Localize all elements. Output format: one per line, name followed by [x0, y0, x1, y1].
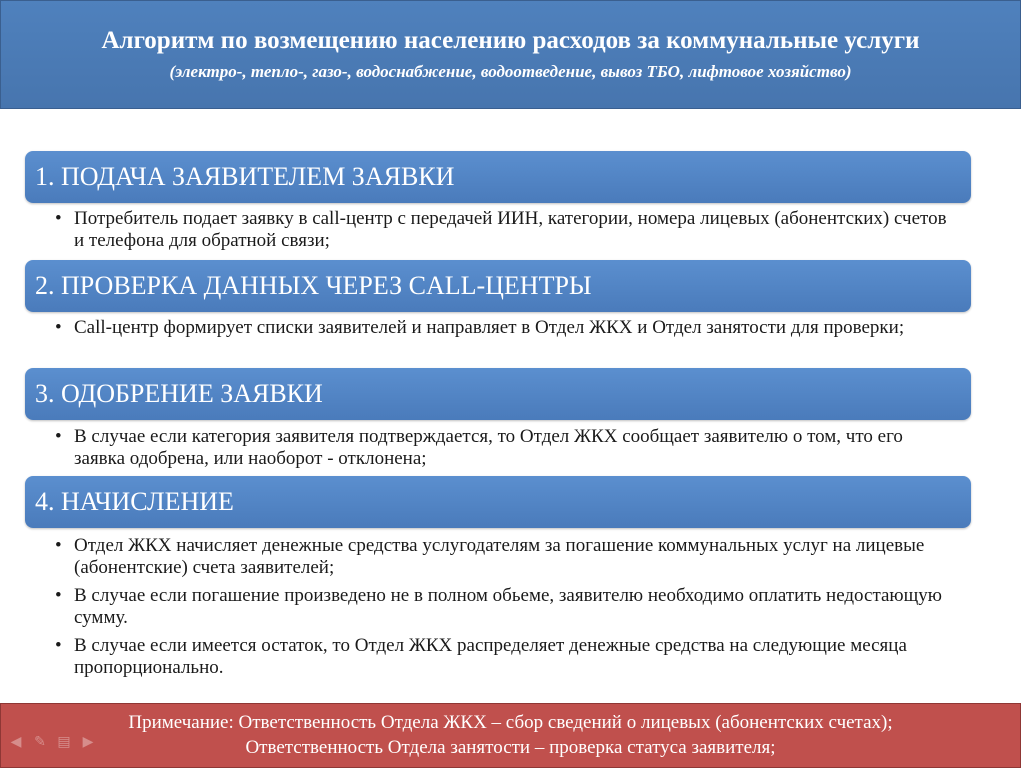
step-3-bullets: [52, 426, 952, 476]
step-2-bullet-1: • Call-центр формирует списки заявителей и направляет в Отдел ЖКХ и Отдел занятости для проверки;: [52, 317, 952, 339]
step-2-heading: 2. ПРОВЕРКА ДАННЫХ ЧЕРЕЗ CALL-ЦЕНТРЫ: [25, 260, 971, 312]
arrow-right-icon[interactable]: ▶: [82, 734, 94, 750]
arrow-left-icon[interactable]: ◀: [10, 734, 22, 750]
step-3-heading: 3. ОДОБРЕНИЕ ЗАЯВКИ: [25, 368, 971, 420]
step-4-bullets: [52, 535, 952, 685]
pen-icon[interactable]: ✎: [34, 734, 46, 750]
step-1-bullets: [52, 208, 952, 258]
step-4-bullet-2: • В случае если погашение произведено не в полном обьеме, заявителю необходимо оплатить недостающую сумму.: [52, 585, 952, 629]
step-3-bullet-1: • В случае если категория заявителя подтверждается, то Отдел ЖКХ сообщает заявителю о том, что его заявка одобрена, или наоборот - отклонена;: [52, 426, 952, 470]
step-4-bullet-3: • В случае если имеется остаток, то Отдел ЖКХ распределяет денежные средства на следующие месяца пропорционально.: [52, 635, 952, 679]
step-1-bullet-1: • Потребитель подает заявку в call-центр с передачей ИИН, категории, номера лицевых (абонентских) счетов и телефона для обратной связи;: [52, 208, 952, 252]
slide-subtitle: (электро-, тепло-, газо-, водоснабжение, водоотведение, вывоз ТБО, лифтовое хозяйство): [169, 62, 852, 81]
step-4-heading: 4. НАЧИСЛЕНИЕ: [25, 476, 971, 528]
step-1-heading: 1. ПОДАЧА ЗАЯВИТЕЛЕМ ЗАЯВКИ: [25, 151, 971, 203]
step-4-bullet-1: • Отдел ЖКХ начисляет денежные средства услугодателям за погашение коммунальных услуг на лицевые (абонентские) счета заявителей;: [52, 535, 952, 579]
slide-nav: [8, 734, 96, 750]
note-box: [0, 703, 1021, 768]
step-2-bullets: [52, 317, 952, 345]
slide-header: [0, 0, 1021, 109]
slide-title: Алгоритм по возмещению населению расходов за коммунальные услуги: [101, 27, 920, 54]
note-line-1: Примечание: Ответственность Отдела ЖКХ – сбор сведений о лицевых (абонентских счетах);: [128, 712, 893, 733]
note-line-2: Ответственность Отдела занятости – проверка статуса заявителя;: [245, 737, 776, 758]
menu-icon[interactable]: ▤: [57, 734, 71, 750]
